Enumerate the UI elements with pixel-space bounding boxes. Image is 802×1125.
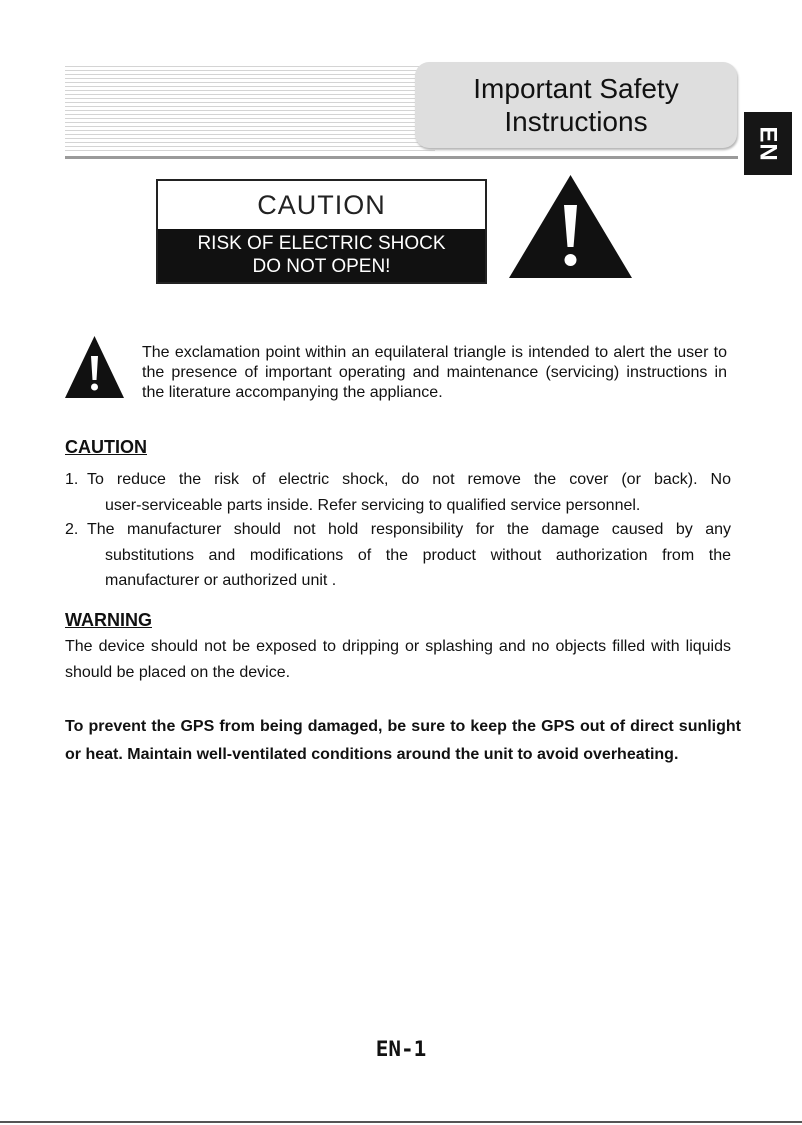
- warning-heading: WARNING: [65, 610, 152, 630]
- list-item: [65, 467, 731, 518]
- caution-heading: CAUTION: [65, 437, 147, 457]
- list-item: [65, 517, 731, 594]
- list-item-continuation: user-serviceable parts inside. Refer servicing to qualified service personnel.: [105, 496, 641, 514]
- page-title-line1: Important Safety: [473, 73, 679, 104]
- caution-sign: [156, 179, 487, 284]
- exclamation-triangle-icon: [509, 175, 632, 278]
- bottom-rule: [0, 1121, 802, 1123]
- page-number: EN-1: [375, 1037, 427, 1061]
- intro-text: The exclamation point within an equilateral triangle is intended to alert the user to the presence of important operating and maintenance (servicing) instructions in the literature accompanying the appliance.: [142, 344, 727, 401]
- list-item-continuation: substitutions and modifications of the product without authorization from the manufacturer or authorized unit .: [105, 546, 731, 589]
- warning-text: The device should not be exposed to dripping or splashing and no objects filled with liquids should be placed on the device.: [65, 638, 731, 681]
- gps-note: To prevent the GPS from being damaged, be sure to keep the GPS out of direct sunlight or heat. Maintain well-ventilated conditions around the unit to avoid overheating.: [65, 718, 741, 763]
- caution-sign-title: CAUTION: [257, 189, 386, 220]
- list-item-first-line: To reduce the risk of electric shock, do not remove the cover (or back). No: [87, 471, 731, 488]
- list-item-first-line: The manufacturer should not hold responsibility for the damage caused by any: [87, 521, 731, 538]
- caution-sign-band: [158, 229, 485, 282]
- header-rule: [65, 156, 738, 159]
- caution-sign-line2: DO NOT OPEN!: [252, 256, 391, 277]
- page-title: [415, 62, 737, 148]
- language-tab-label: EN: [755, 125, 782, 162]
- header-stripes: [65, 66, 435, 152]
- list-item-number: 2.: [65, 521, 79, 538]
- list-item-number: 1.: [65, 471, 79, 488]
- exclamation-triangle-icon: [65, 336, 124, 398]
- caution-sign-line1: RISK OF ELECTRIC SHOCK: [197, 233, 446, 254]
- page-title-line2: Instructions: [504, 106, 648, 137]
- language-tab: [744, 112, 792, 175]
